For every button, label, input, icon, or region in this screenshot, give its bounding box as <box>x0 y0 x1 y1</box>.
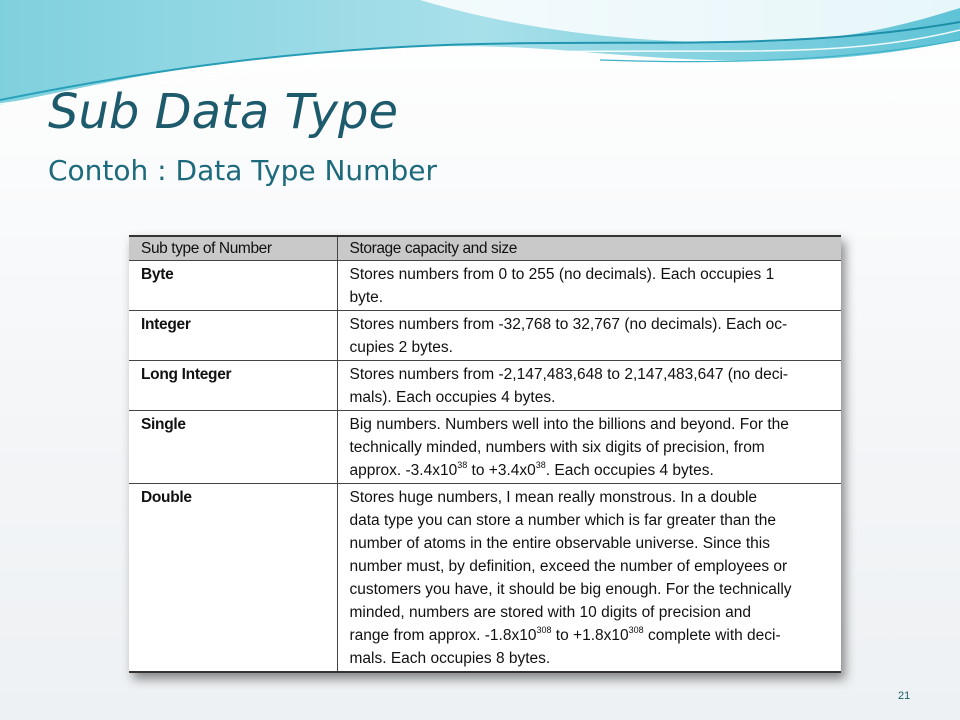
subtype-name: Double <box>129 484 337 673</box>
subtype-description <box>337 361 841 411</box>
number-subtype-table <box>129 235 841 673</box>
description-line: number must, by definition, exceed the number of employees or <box>349 558 788 575</box>
description-line: technically minded, numbers with six digits of precision, from <box>349 439 765 456</box>
subtype-description <box>337 311 841 361</box>
description-line: mals. Each occupies 8 bytes. <box>349 650 551 667</box>
subtype-description <box>337 261 841 311</box>
description-line: number of atoms in the entire observable universe. Since this <box>349 535 770 552</box>
description-line: mals). Each occupies 4 bytes. <box>349 389 556 406</box>
description-line: Stores numbers from -2,147,483,648 to 2,147,483,647 (no deci- <box>349 366 789 383</box>
number-subtype-table-image <box>129 235 841 673</box>
page-number: 21 <box>898 690 911 702</box>
description-line: Big numbers. Numbers well into the billions and beyond. For the <box>349 416 789 433</box>
description-line: Stores numbers from 0 to 255 (no decimals). Each occupies 1 <box>349 266 775 283</box>
subtype-description <box>337 484 841 673</box>
slide-title: Sub Data Type <box>48 84 399 140</box>
description-line: approx. $-3.4x10^{38}$ to $+3.4x0^{38}$. Each occupies 4 bytes. <box>349 459 714 479</box>
table-row <box>129 484 841 673</box>
column-header-subtype: Sub type of Number <box>129 236 337 261</box>
subtype-name: Integer <box>129 311 337 361</box>
description-line: customers you have, it should be big enough. For the technically <box>349 581 792 598</box>
table-row <box>129 411 841 484</box>
subtype-name: Single <box>129 411 337 484</box>
description-line: Stores huge numbers, I mean really monstrous. In a double <box>349 489 758 506</box>
description-line: byte. <box>349 289 384 306</box>
column-header-storage: Storage capacity and size <box>337 236 841 261</box>
description-line: data type you can store a number which is far greater than the <box>349 512 776 529</box>
description-line: Stores numbers from -32,768 to 32,767 (no decimals). Each oc- <box>349 316 788 333</box>
subtype-name: Byte <box>129 261 337 311</box>
table-row <box>129 311 841 361</box>
subtype-description <box>337 411 841 484</box>
description-line: range from approx. $-1.8x10^{308}$ to $+1.8x10^{308}$ complete with deci- <box>349 624 781 644</box>
table-row <box>129 261 841 311</box>
description-line: minded, numbers are stored with 10 digits of precision and <box>349 604 751 621</box>
slide-subtitle: Contoh : Data Type Number <box>48 154 437 187</box>
table-row <box>129 361 841 411</box>
description-line: cupies 2 bytes. <box>349 339 453 356</box>
table-header-row <box>129 236 841 261</box>
subtype-name: Long Integer <box>129 361 337 411</box>
